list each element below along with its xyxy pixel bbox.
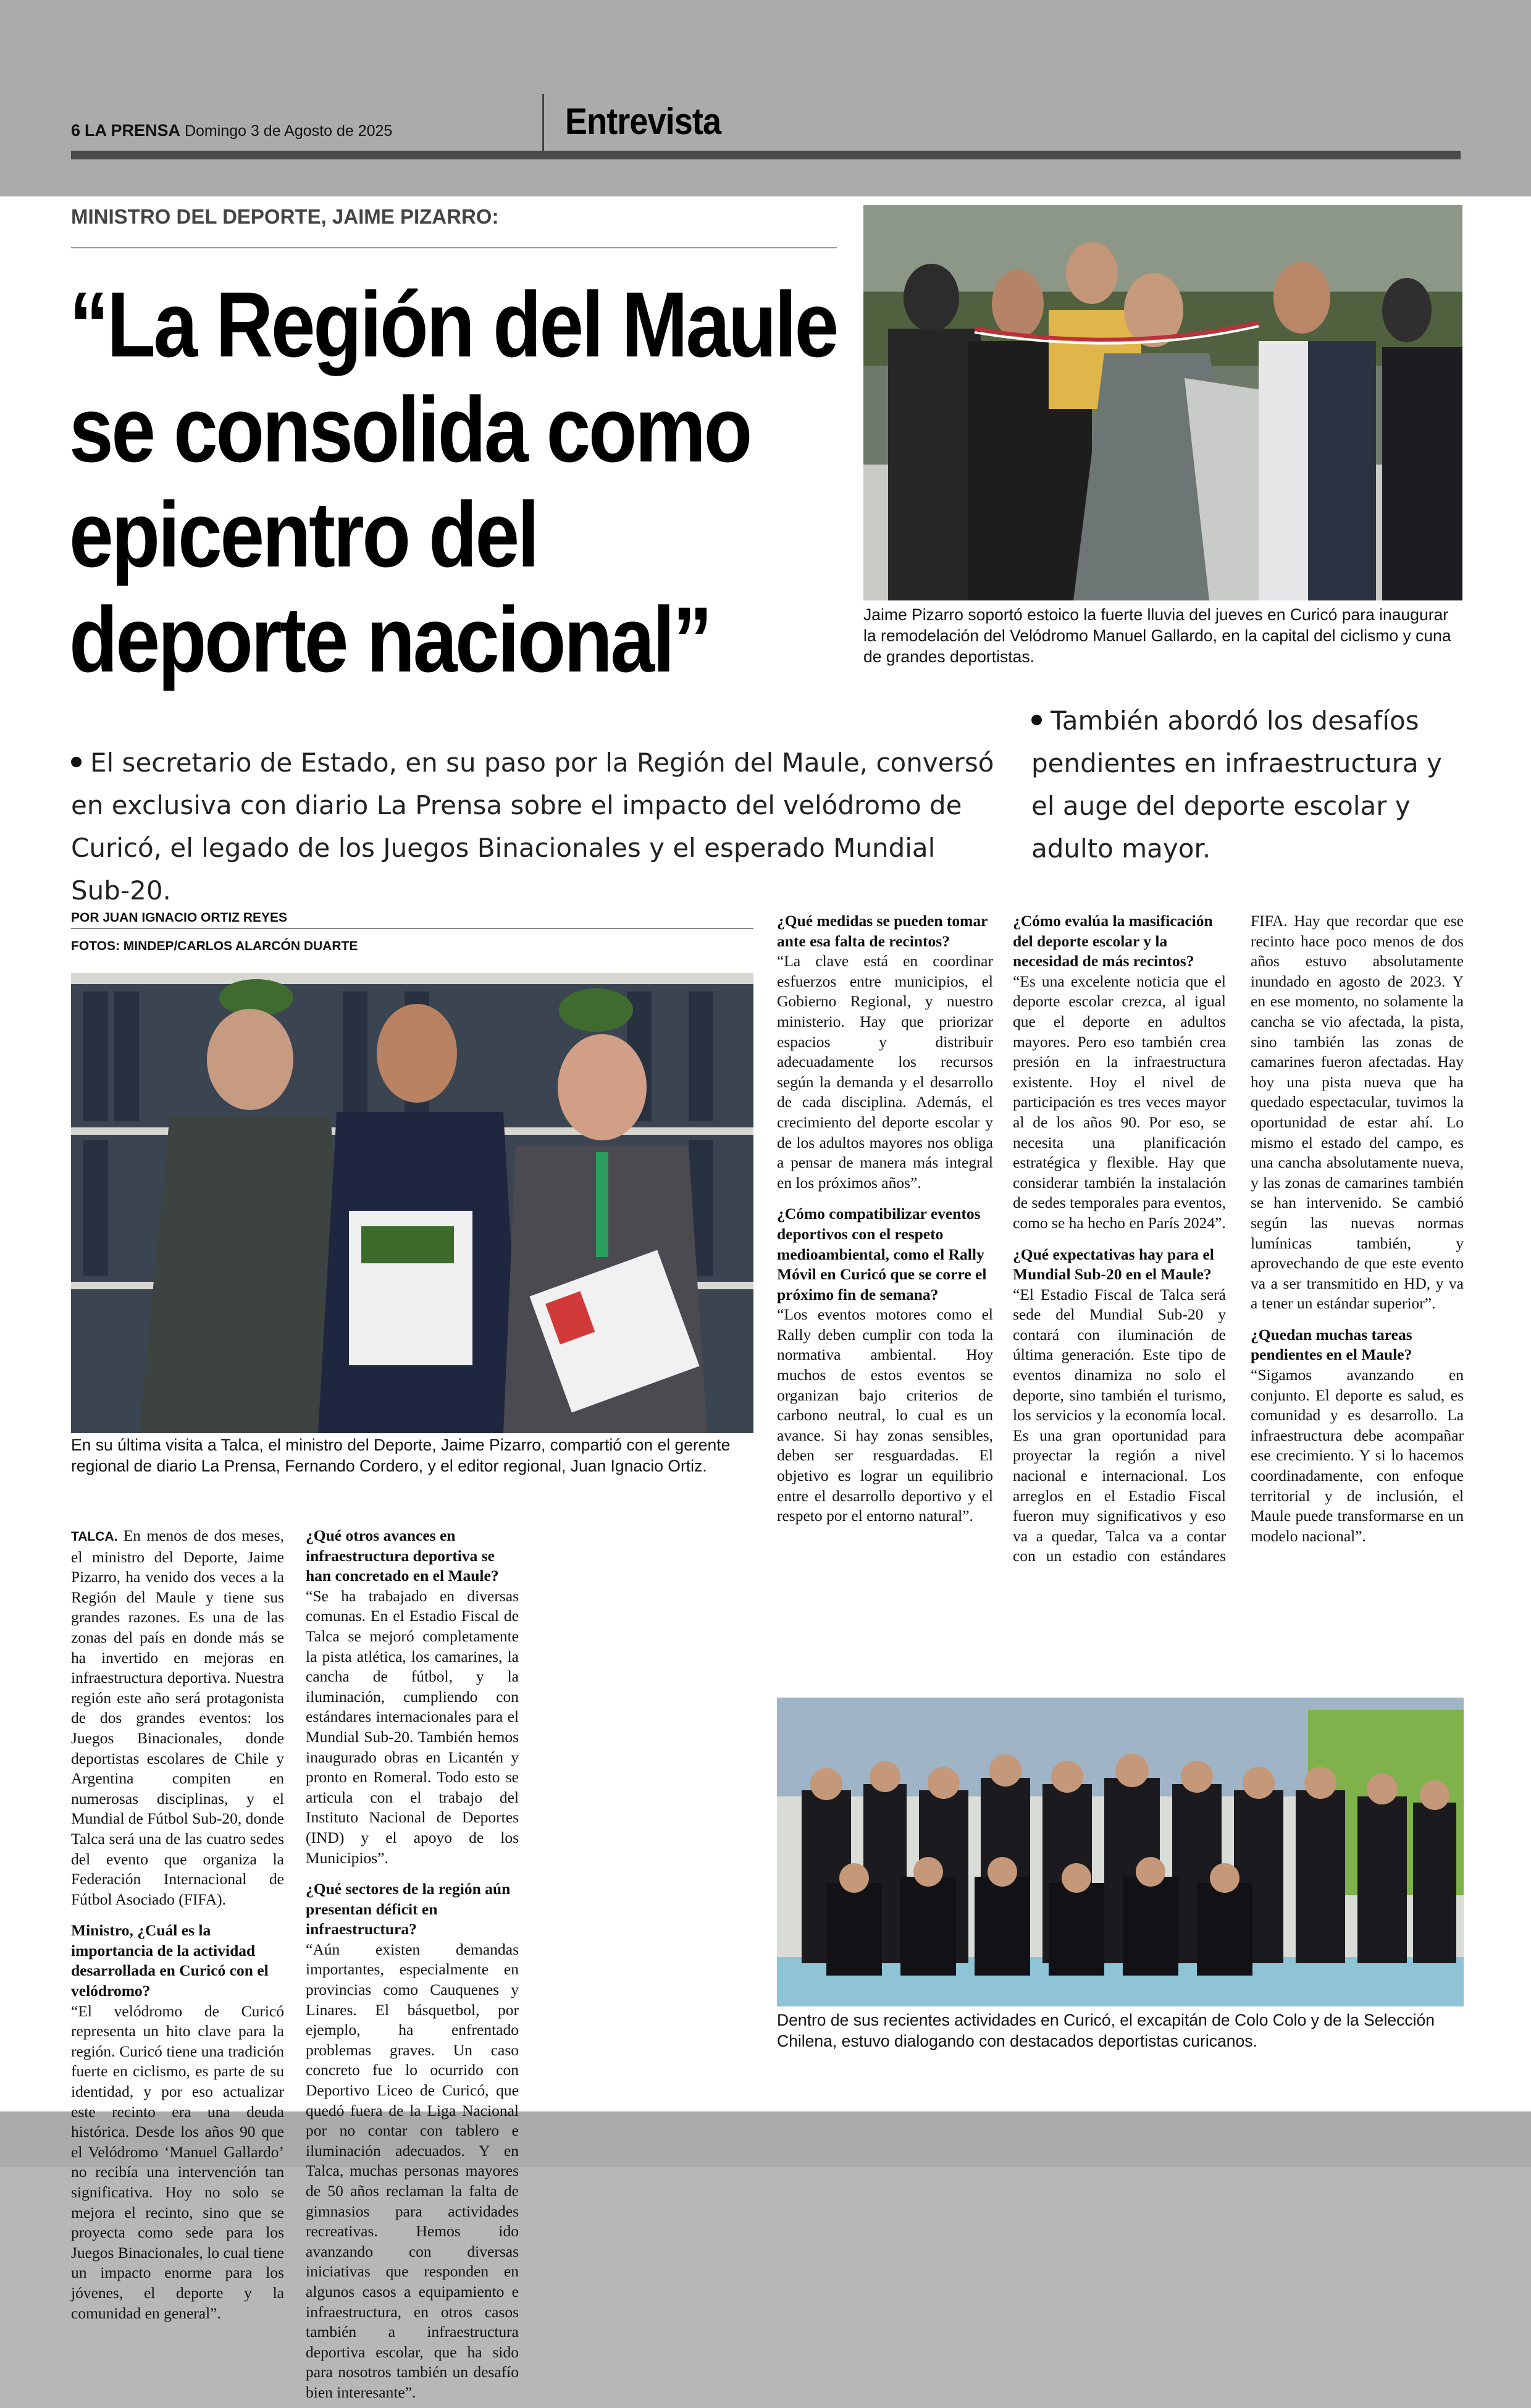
header-rule	[71, 151, 1461, 159]
answer: “Aún existen demandas importantes, especialmente en provincias como Cauquenes y Linares. El básquetbol, por ejemplo, ha enfrentado problemas graves. Un caso concreto fue lo ocurrido con Deportivo Liceo de Curicó, que quedó fuera de la Liga Nacional por no contar con tablero e iluminación adecuados. Y en Talca, muchas personas mayores de 50 años reclaman la falta de gimnasios para actividades recreativas. Hemos ido avanzando con diversas iniciativas que responden en algunos casos a equipamiento e infraestructura, en otros casos también a infraestructura deportiva escolar, que ha sido para nosotros también un desafío bien interesante”.	[306, 1940, 519, 2401]
body-column-2	[306, 1526, 519, 2408]
answer: “Es una excelente noticia que el deporte escolar crezca, al igual que el deporte en adultos mayores. Pero eso también crea presión en la infraestructura existente. Hoy el nivel de participación es tres veces mayor al de los años 90. Por eso, se necesita una planificación estratégica y flexible. Hay que considerar también la instalación de sedes temporales para eventos, como se ha hecho en París 2024”.	[1013, 972, 1226, 1232]
answer: “Sigamos avanzando en conjunto. El deporte es salud, es comunidad y es desarrollo. La infraestructura debe acompañar ese crecimiento. Y si lo hacemos coordinadamente, con enfoque territorial y de inclusión, el Maule puede transformarse en un modelo nacional”.	[1251, 1366, 1464, 1545]
question: ¿Qué otros avances en infraestructura deportiva se han concretado en el Maule?	[306, 1526, 499, 1585]
newsroom-visit-photo	[71, 973, 753, 1433]
page-number: 6	[71, 121, 81, 140]
caption-top-photo: Jaime Pizarro soportó estoico la fuerte lluvia del jueves en Curicó para inaugurar la remodelación del Velódromo Manuel Gallardo, en la capital del ciclismo y cuna de grandes deportistas.	[863, 605, 1451, 666]
issue-date: Domingo 3 de Agosto de 2025	[184, 122, 393, 140]
headline-line: “La Región del Maule	[69, 272, 837, 376]
photo-credit: FOTOS: MINDEP/CARLOS ALARCÓN DUARTE	[71, 939, 358, 953]
folio-line	[71, 121, 392, 140]
question: ¿Cómo compatibilizar eventos deportivos con el respeto medioambiental, como el Rally Móvil en Curicó que se corre el próximo fin de semana?	[777, 1205, 987, 1303]
question: ¿Qué medidas se pueden tomar ante esa falta de recintos?	[777, 912, 988, 950]
athletes-group-photo	[777, 1698, 1464, 2006]
answer: “La clave está en coordinar esfuerzos entre municipios, el Gobierno Regional, y nuestro ministerio. Hay que priorizar espacios y distribuir adecuadamente los recursos según la demanda y el desarrollo de cada disciplina. Además, el crecimiento del deporte escolar y de los adultos mayores nos obliga a pensar de manera más integral en los próximos años”.	[777, 952, 993, 1192]
top-gray-band	[0, 0, 1531, 196]
headline	[69, 272, 854, 692]
answer: “El Estadio Fiscal de Talca será sede del Mundial Sub-20 y contará con iluminación de última generación. Este tipo de eventos dinamiza no solo el deporte, sino también el turismo, los servicios y la economía local. Es una gran oportunidad para proyectar la región a nivel nacional e internacional. Los arreglos en el Estadio Fiscal fueron muy significativos y eso va a quedar, Talca va a contar con un estadio con estándares FIFA. Hay que recordar que ese recinto hace poco menos de dos años estuvo absolutamente inundado en agosto de 2023. Y en ese momento, no solamente la cancha se vio afectada, la pista, sino también las zonas de camarines fueron afectadas. Hay hoy una pista nueva que ha quedado espectacular, tuvimos la oportunidad de estar ahí. Lo mismo el estado del campo, es una cancha absolutamente nueva, y las zonas de camarines también se han intervenido. Se cambió según las nuevas normas lumínicas también, y aprovechando de que este evento va a ser transmitido en HD, y va a tener un estándar superior”.	[1013, 912, 1464, 1565]
question: ¿Quedan muchas tareas pendientes en el Maule?	[1251, 1325, 1412, 1364]
paper-name: LA PRENSA	[84, 121, 180, 140]
byline-rule	[71, 928, 753, 929]
caption-athletes-photo: Dentro de sus recientes actividades en Curicó, el excapitán de Colo Colo y de la Selección Chilena, estuvo dialogando con destacados deportistas curicanos.	[777, 2011, 1435, 2050]
answer: “Se ha trabajado en diversas comunas. En el Estadio Fiscal de Talca se mejoró completamente la pista atlética, los camarines, la cancha de fútbol, y la iluminación, cumpliendo con estándares internacionales para el Mundial Sub-20. También hemos inaugurado obras en Licantén y pronto en Romeral. Todo esto se articula con el trabajo del Instituto Nacional de Deportes (IND) y el apoyo de los Municipios”.	[306, 1586, 519, 1867]
velodrome-inauguration-photo	[863, 205, 1462, 600]
kicker-rule	[71, 247, 837, 248]
body-column-3	[777, 911, 993, 1531]
question: Ministro, ¿Cuál es la importancia de la actividad desarrollada en Curicó con el velódromo?	[71, 1921, 269, 2000]
headline-line: deporte nacional”	[69, 587, 711, 691]
dateline: TALCA.	[71, 1530, 118, 1544]
bullet-icon	[1031, 715, 1042, 725]
headline-line: se consolida como	[69, 377, 750, 481]
dek-secondary: También abordó los desafíos pendientes en infraestructura y el auge del deporte escolar y adulto mayor.	[1031, 705, 1442, 864]
bullet-icon	[71, 757, 82, 767]
question: ¿Cómo evalúa la masificación del deporte escolar y la necesidad de más recintos?	[1013, 912, 1213, 970]
section-name: Entrevista	[565, 101, 721, 142]
header-divider	[542, 94, 544, 151]
kicker: MINISTRO DEL DEPORTE, JAIME PIZARRO:	[71, 205, 499, 228]
answer: “El velódromo de Curicó representa un hito clave para la región. Curicó tiene una tradición fuerte en ciclismo, es parte de su identidad, y por eso actualizar este recinto era una deuda histórica. Desde los años 90 que el Velódromo ‘Manuel Gallardo’ no recibía una intervención tan significativa. Hoy no solo se mejora el recinto, sino que se proyecta como sede para los Juegos Binacionales, lo cual tiene un impacto enorme para los jóvenes, el deporte y la comunidad en general”.	[71, 2002, 284, 2322]
question: ¿Qué sectores de la región aún presentan déficit en infraestructura?	[306, 1880, 511, 1939]
byline: POR JUAN IGNACIO ORTIZ REYES	[71, 911, 288, 925]
dek-main: El secretario de Estado, en su paso por la Región del Maule, conversó en exclusiva con diario La Prensa sobre el impacto del velódromo de Curicó, el legado de los Juegos Binacionales y el esperado Mundial Sub-20.	[71, 747, 994, 906]
answer: “Los eventos motores como el Rally deben cumplir con toda la normativa ambiental. Hoy muchos de estos eventos se organizan bajo criterios de carbono neutral, lo cual es un avance. Si hay zonas sensibles, deben ser resguardadas. El objetivo es lograr un equilibrio entre el desarrollo deportivo y el respeto por el entorno natural”.	[777, 1305, 993, 1525]
question: ¿Qué expectativas hay para el Mundial Sub-20 en el Maule?	[1013, 1245, 1214, 1284]
headline-line: epicentro del	[69, 482, 538, 586]
body-column-1: TALCA. En menos de dos meses, el ministro del Deporte, Jaime Pizarro, ha venido dos veces a la Región del Maule y tiene sus grandes razones. Es una de las zonas del país en donde más se ha invertido en mejoras en infraestructura deportiva. Nuestra región este año será protagonista de dos grandes eventos: los Juegos Binacionales, donde deportistas escolares de Chile y Argentina compiten en numerosas disciplinas, y el Mundial de Fútbol Sub-20, donde Talca será una de las cuatro sedes del evento que organiza la Federación Internacional de Fútbol Asociado (FIFA). Ministro, ¿Cuál es la importancia de la actividad desarrollada en Curicó con el velódromo? “El velódromo de Curicó representa un hito clave para la región. Curicó tiene una tradición fuerte en ciclismo, es parte de su identidad, y por eso actualizar este recinto era una deuda histórica. Desde los años 90 que el Velódromo ‘Manuel Gallardo’ no recibía una intervención tan significativa. Hoy no solo se mejora el recinto, sino que se proyecta como sede para los Juegos Binacionales, lo cual tiene un impacto enorme para los jóvenes, el deporte y la comunidad en general”.	[71, 1526, 284, 2328]
body-column-4	[1013, 911, 1464, 1677]
caption-newsroom-photo: En su última visita a Talca, el ministro del Deporte, Jaime Pizarro, compartió con el gerente regional de diario La Prensa, Fernando Cordero, y el editor regional, Juan Ignacio Ortiz.	[71, 1436, 731, 1475]
